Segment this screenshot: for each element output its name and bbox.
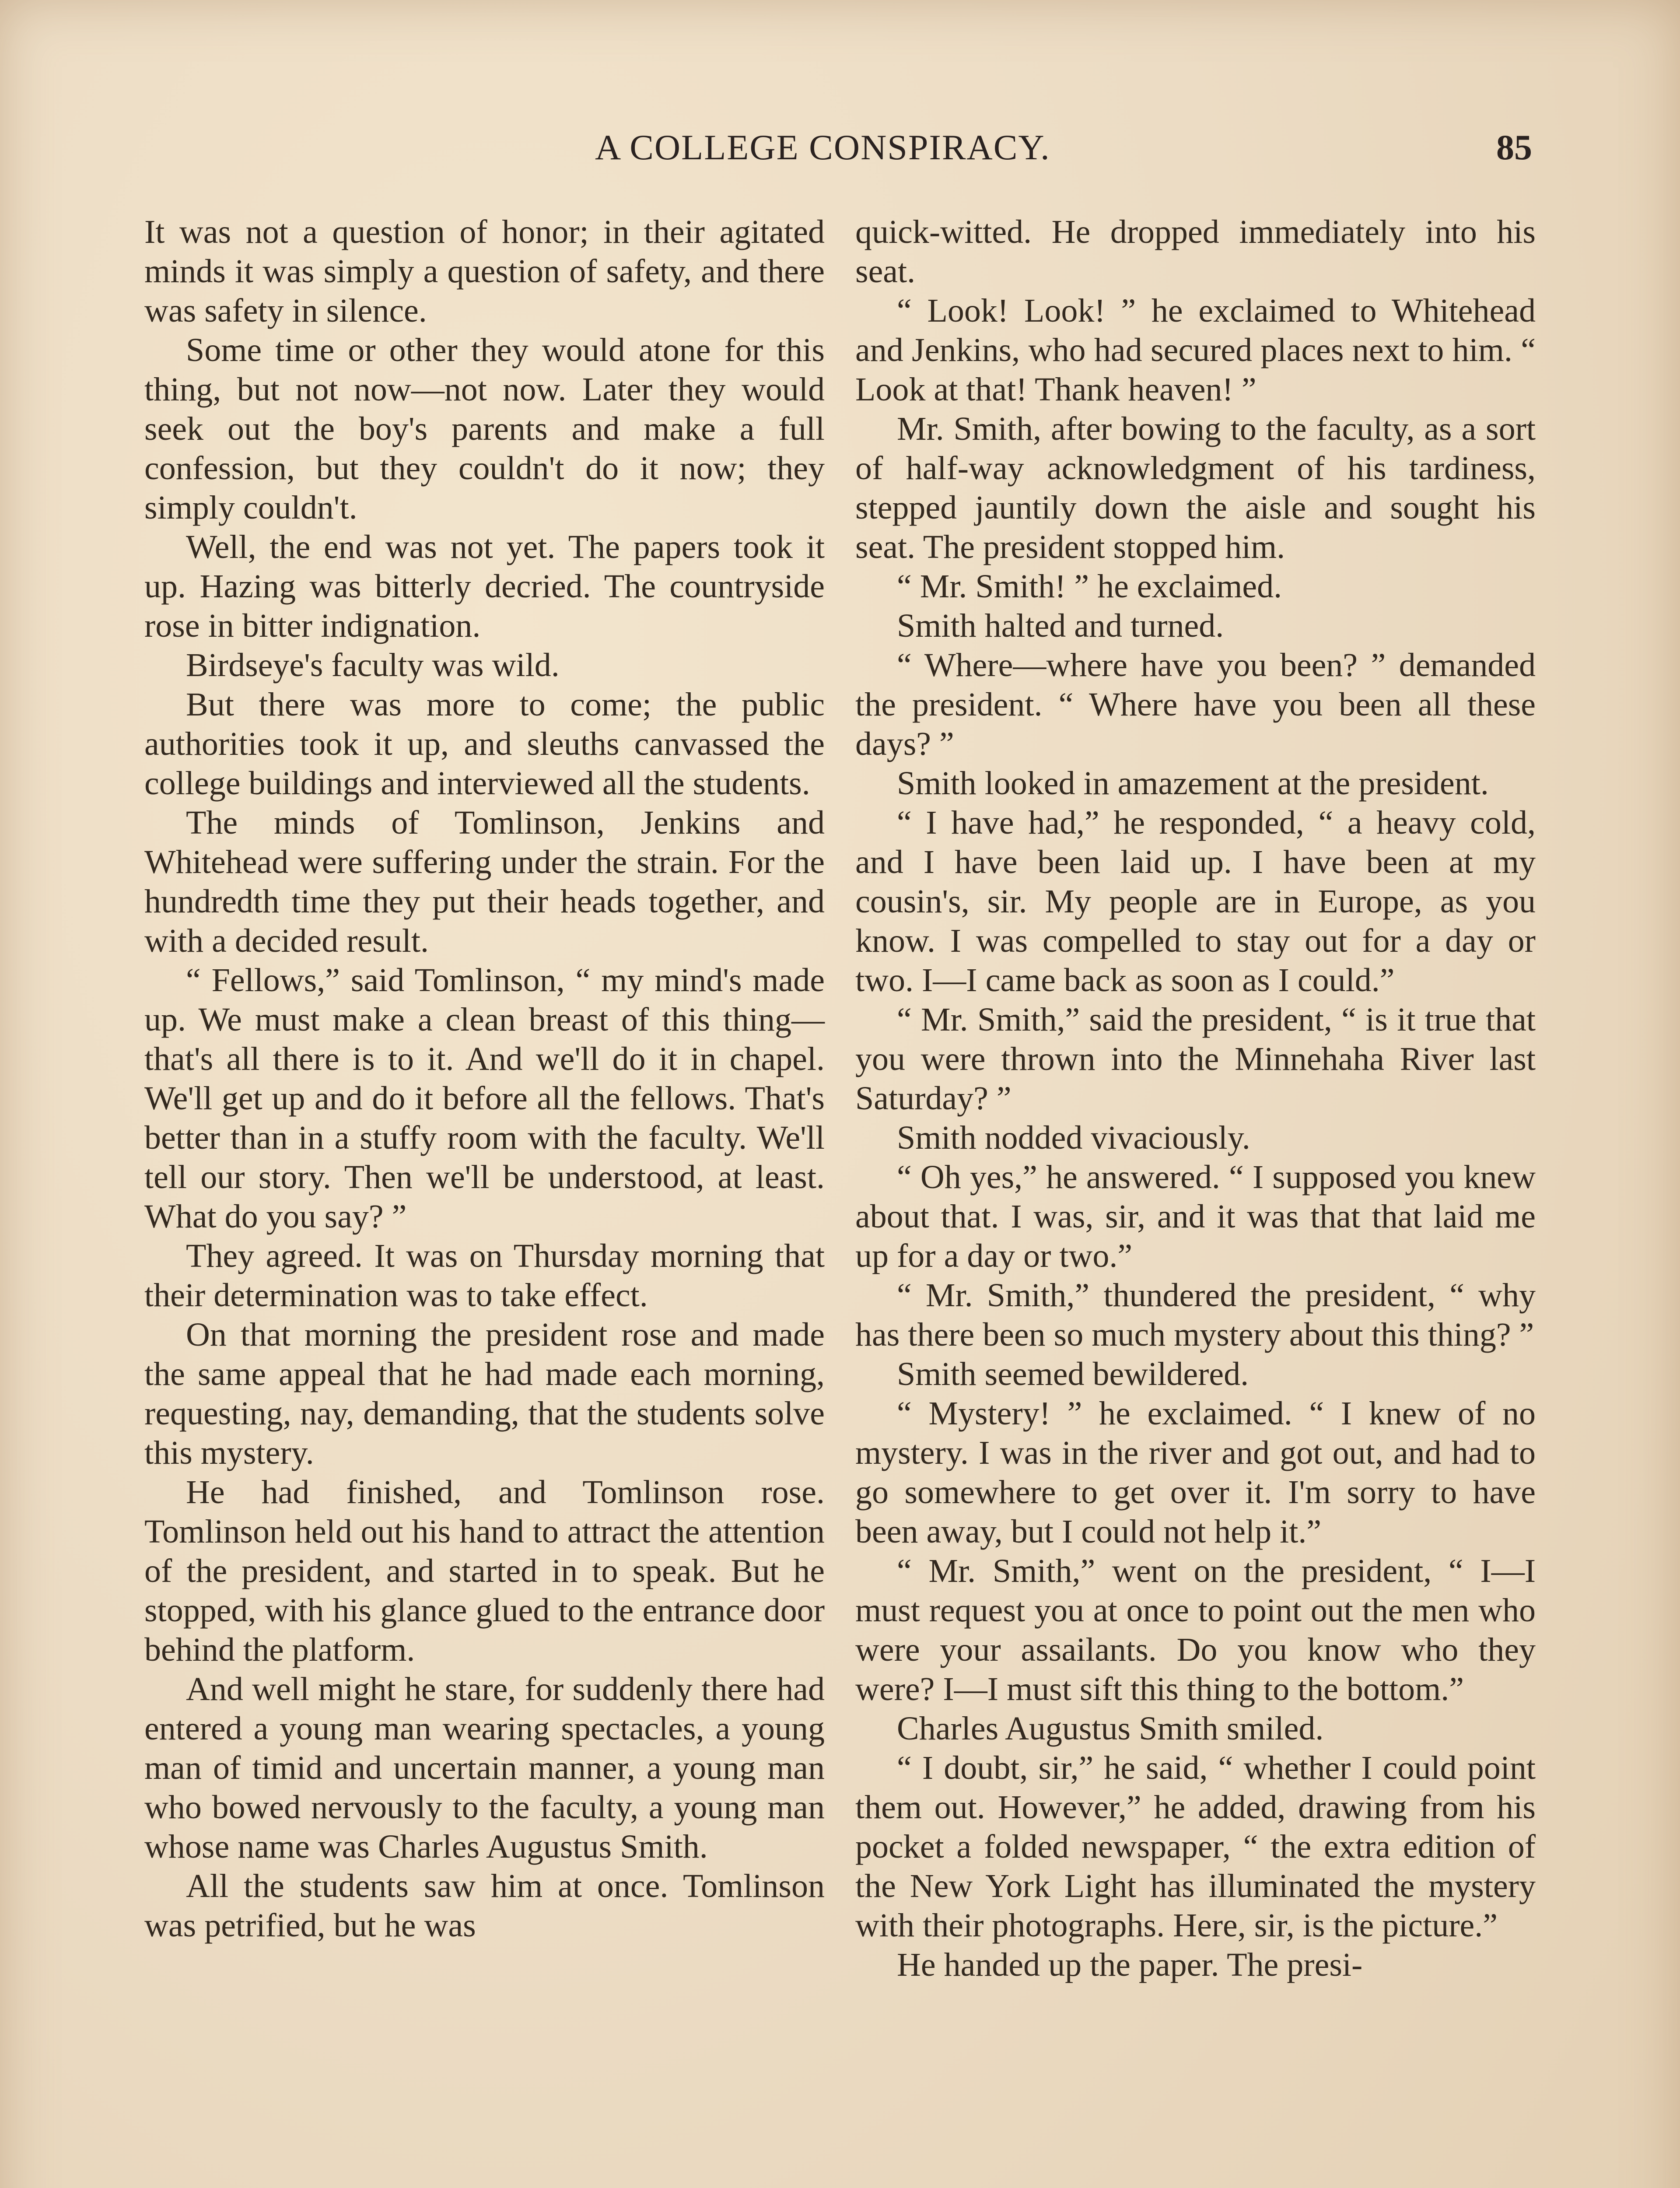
paragraph: On that morning the president rose and made the same appeal that he had made each morning, requesting, nay, demanding, that the students solve this mystery.: [144, 1316, 825, 1471]
running-title: A COLLEGE CONSPIRACY.: [595, 127, 1050, 167]
paragraph: Some time or other they would atone for this thing, but not now—not now. Later they would seek out the boy's parents and make a full confession, but they couldn't do it now; they simply couldn't.: [144, 332, 825, 526]
right-text-column: [855, 212, 1536, 1985]
paragraph: “ Fellows,” said Tomlinson, “ my mind's made up. We must make a clean breast of this thing—that's all there is to it. And we'll do it in chapel. We'll get up and do it before all the fellows. That's better than in a stuffy room with the faculty. We'll tell our story. Then we'll be understood, at least. What do you say? ”: [144, 962, 825, 1235]
paragraph: Mr. Smith, after bowing to the faculty, as a sort of half-way acknowledgment of his tardiness, stepped jauntily down the aisle and sought his seat. The president stopped him.: [855, 410, 1536, 565]
paragraph: “ Look! Look! ” he exclaimed to Whitehead and Jenkins, who had secured places next to him. “ Look at that! Thank heaven! ”: [855, 292, 1536, 408]
paragraph: He handed up the paper. The presi-: [897, 1946, 1363, 1983]
paragraph: It was not a question of honor; in their agitated minds it was simply a question of safety, and there was safety in silence.: [144, 214, 825, 329]
paragraph: “ I have had,” he responded, “ a heavy cold, and I have been laid up. I have been at my cousin's, sir. My people are in Europe, as you know. I was compelled to stay out for a day or two. I—I came back as soon as I could.”: [855, 804, 1536, 999]
paragraph: He had finished, and Tomlinson rose. Tomlinson held out his hand to attract the attention of the president, and started in to speak. But he stopped, with his glance glued to the entrance door behind the platform.: [144, 1474, 825, 1668]
paragraph: The minds of Tomlinson, Jenkins and Whitehead were suffering under the strain. For the hundredth time they put their heads together, and with a decided result.: [144, 804, 825, 959]
left-text-column: [144, 212, 825, 1945]
paragraph: But there was more to come; the public authorities took it up, and sleuths canvassed the college buildings and interviewed all the students.: [144, 686, 825, 802]
paragraph: Smith looked in amazement at the president.: [897, 765, 1489, 802]
paragraph: “ Mr. Smith,” went on the president, “ I—I must request you at once to point out the men who were your assailants. Do you know who they were? I—I must sift this thing to the bottom.”: [855, 1553, 1536, 1708]
paragraph: “ Where—where have you been? ” demanded the president. “ Where have you been all these days? ”: [855, 647, 1536, 762]
paragraph: “ I doubt, sir,” he said, “ whether I could point them out. However,” he added, drawing from his pocket a folded newspaper, “ the extra edition of the New York Light has illuminated the mystery with their photographs. Here, sir, is the picture.”: [855, 1750, 1536, 1944]
page-number: 85: [1496, 127, 1532, 167]
paragraph: Charles Augustus Smith smiled.: [897, 1710, 1324, 1747]
paragraph: All the students saw him at once. Tomlinson was petrified, but he was: [144, 1868, 825, 1944]
paragraph: quick-witted. He dropped immediately into his seat.: [855, 214, 1536, 290]
paragraph: Well, the end was not yet. The papers took it up. Hazing was bitterly decried. The countryside rose in bitter indignation.: [144, 529, 825, 644]
paragraph: Smith seemed bewildered.: [897, 1356, 1249, 1392]
paragraph: “ Mr. Smith,” thundered the president, “ why has there been so much mystery about this thing? ”: [855, 1277, 1536, 1353]
paragraph: “ Mr. Smith! ” he exclaimed.: [897, 568, 1282, 605]
paragraph: And well might he stare, for suddenly there had entered a young man wearing spectacles, a young man of timid and uncertain manner, a young man who bowed nervously to the faculty, a young man whose name was Charles Augustus Smith.: [144, 1671, 825, 1865]
paragraph: “ Mr. Smith,” said the president, “ is it true that you were thrown into the Minnehaha River last Saturday? ”: [855, 1001, 1536, 1117]
paragraph: “ Mystery! ” he exclaimed. “ I knew of no mystery. I was in the river and got out, and had to go somewhere to get over it. I'm sorry to have been away, but I could not help it.”: [855, 1395, 1536, 1550]
paragraph: Smith nodded vivaciously.: [897, 1119, 1250, 1156]
paragraph: Smith halted and turned.: [897, 607, 1224, 644]
paragraph: Birdseye's faculty was wild.: [186, 647, 560, 684]
paragraph: “ Oh yes,” he answered. “ I supposed you knew about that. I was, sir, and it was that that laid me up for a day or two.”: [855, 1159, 1536, 1274]
page-header: [0, 127, 1680, 179]
paragraph: They agreed. It was on Thursday morning that their determination was to take effect.: [144, 1238, 825, 1314]
